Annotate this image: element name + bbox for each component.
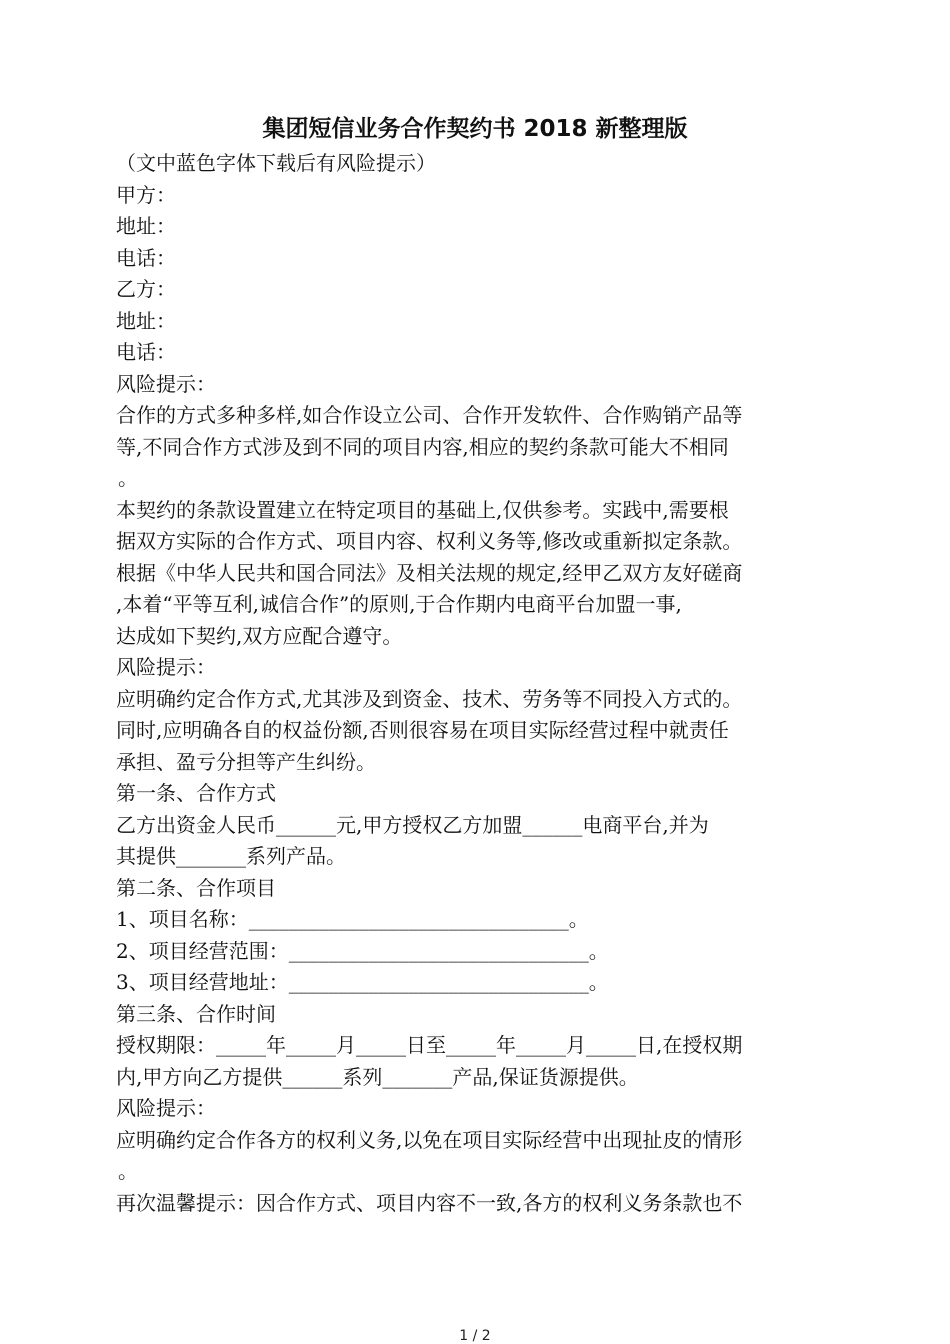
paragraph-line: 承担、盈亏分担等产生纠纷。 bbox=[116, 749, 376, 774]
paragraph-line: 据双方实际的合作方式、项目内容、权利义务等,修改或重新拟定条款。 bbox=[116, 529, 743, 553]
article-heading: 第二条、合作项目 bbox=[116, 875, 276, 900]
paragraph-line: 同时,应明确各自的权益份额,否则很容易在项目实际经营过程中就责任 bbox=[116, 718, 729, 742]
paragraph-line: 本契约的条款设置建立在特定项目的基础上,仅供参考。实践中,需要根 bbox=[116, 497, 729, 522]
intro-note: （文中蓝色字体下载后有风险提示） bbox=[116, 151, 436, 175]
article-heading: 第一条、合作方式 bbox=[116, 781, 276, 805]
risk-tip-heading: 风险提示： bbox=[116, 655, 216, 679]
paragraph-line: 。 bbox=[118, 466, 138, 490]
paragraph-line: 乙方出资金人民币______元,甲方授权乙方加盟______电商平台,并为 bbox=[116, 812, 709, 837]
party-a-address-label: 地址： bbox=[116, 214, 176, 238]
party-a-label: 甲方： bbox=[116, 182, 176, 207]
paragraph-line: 再次温馨提示：因合作方式、项目内容不一致,各方的权利义务条款也不 bbox=[116, 1190, 743, 1215]
paragraph-line: 。 bbox=[118, 1159, 138, 1183]
paragraph-line: 其提供_______系列产品。 bbox=[116, 844, 346, 868]
risk-tip-heading: 风险提示： bbox=[116, 1096, 216, 1120]
paragraph-line: 应明确约定合作各方的权利义务,以免在项目实际经营中出现扯皮的情形 bbox=[116, 1127, 743, 1152]
list-item: 3、项目经营地址：______________________________。 bbox=[116, 970, 609, 994]
party-b-address-label: 地址： bbox=[116, 308, 176, 333]
article-heading: 第三条、合作时间 bbox=[116, 1001, 276, 1026]
list-item: 2、项目经营范围：______________________________。 bbox=[116, 938, 609, 963]
party-b-label: 乙方： bbox=[116, 277, 176, 301]
paragraph-line: 合作的方式多种多样,如合作设立公司、合作开发软件、合作购销产品等 bbox=[116, 403, 743, 427]
party-b-phone-label: 电话： bbox=[116, 340, 176, 364]
page-number: 1 / 2 bbox=[459, 1328, 491, 1344]
party-a-phone-label: 电话： bbox=[116, 245, 176, 270]
risk-tip-heading: 风险提示： bbox=[116, 371, 216, 396]
paragraph-line: 应明确约定合作方式,尤其涉及到资金、技术、劳务等不同投入方式的。 bbox=[116, 686, 743, 711]
document-body bbox=[116, 148, 836, 1219]
paragraph-line: 达成如下契约,双方应配合遵守。 bbox=[116, 623, 403, 648]
list-item: 1、项目名称：________________________________。 bbox=[116, 907, 589, 931]
paragraph-line: ,本着“平等互利,诚信合作”的原则,于合作期内电商平台加盟一事, bbox=[116, 592, 682, 616]
paragraph-line: 授权期限：_____年_____月_____日至_____年_____月_____日,在授权期 bbox=[116, 1033, 743, 1057]
paragraph-line: 根据《中华人民共和国合同法》及相关法规的规定,经甲乙双方友好磋商 bbox=[116, 560, 743, 585]
paragraph-line: 等,不同合作方式涉及到不同的项目内容,相应的契约条款可能大不相同 bbox=[116, 434, 729, 459]
document-title: 集团短信业务合作契约书 2018 新整理版 bbox=[262, 116, 688, 142]
paragraph-line: 内,甲方向乙方提供______系列_______产品,保证货源提供。 bbox=[116, 1064, 639, 1089]
